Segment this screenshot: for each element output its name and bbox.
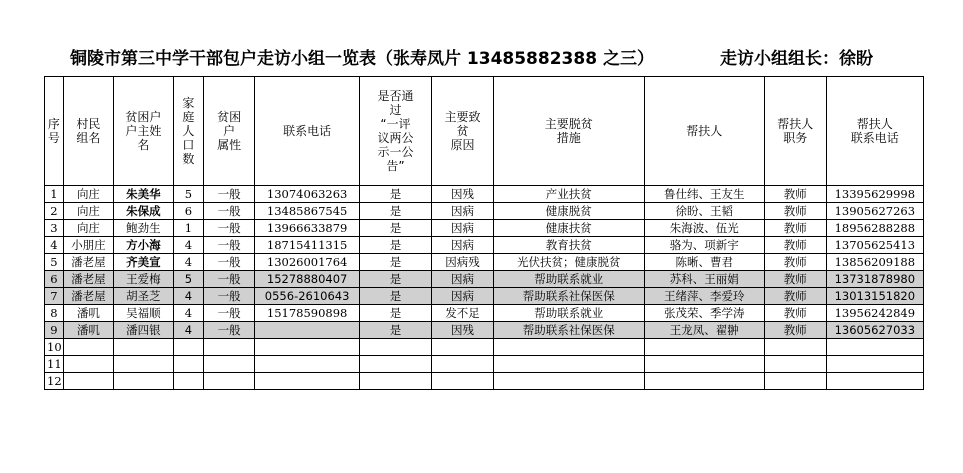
row-no-cell: 6 xyxy=(45,271,64,288)
poverty-type-cell xyxy=(204,339,255,356)
helper-phone-cell: 13395629998 xyxy=(826,186,923,203)
helpers-cell: 张茂荣、季学涛 xyxy=(644,305,764,322)
col-group-header: 村民 组名 xyxy=(63,77,113,186)
contact-phone-cell xyxy=(255,322,360,339)
poverty-measure-cell: 光伏扶贫；健康脱贫 xyxy=(493,254,644,271)
public-notice-cell: 是 xyxy=(359,322,431,339)
table-row xyxy=(45,356,924,373)
helper-phone-cell: 13705625413 xyxy=(826,237,923,254)
public-notice-cell: 是 xyxy=(359,254,431,271)
row-no-cell: 4 xyxy=(45,237,64,254)
poverty-measure-cell xyxy=(493,356,644,373)
helpers-cell: 陈晰、曹君 xyxy=(644,254,764,271)
household-head-cell: 朱美华 xyxy=(114,186,174,203)
poverty-cause-cell xyxy=(432,356,494,373)
poverty-type-cell: 一般 xyxy=(204,203,255,220)
helper-phone-cell: 13956242849 xyxy=(826,305,923,322)
helper-role-cell: 教师 xyxy=(764,288,826,305)
col-phone-header: 联系电话 xyxy=(255,77,360,186)
row-no-cell: 8 xyxy=(45,305,64,322)
household-head-cell: 潘四银 xyxy=(114,322,174,339)
col-no-header: 序 号 xyxy=(45,77,64,186)
poverty-cause-cell: 因病 xyxy=(432,237,494,254)
helpers-cell xyxy=(644,339,764,356)
helpers-cell xyxy=(644,373,764,390)
village-group-cell: 潘老屋 xyxy=(63,288,113,305)
village-group-cell: 潘叽 xyxy=(63,322,113,339)
public-notice-cell: 是 xyxy=(359,288,431,305)
helpers-cell xyxy=(644,356,764,373)
table-row xyxy=(45,254,924,271)
public-notice-cell xyxy=(359,373,431,390)
poverty-type-cell: 一般 xyxy=(204,322,255,339)
poverty-type-cell: 一般 xyxy=(204,254,255,271)
contact-phone-cell: 13485867545 xyxy=(255,203,360,220)
table-row xyxy=(45,339,924,356)
village-group-cell: 潘叽 xyxy=(63,305,113,322)
household-head-cell: 鲍劲生 xyxy=(114,220,174,237)
helper-phone-cell xyxy=(826,339,923,356)
family-size-cell: 1 xyxy=(173,220,203,237)
helper-role-cell: 教师 xyxy=(764,237,826,254)
poverty-cause-cell: 因病 xyxy=(432,203,494,220)
family-size-cell: 4 xyxy=(173,237,203,254)
col-family-size-header: 家 庭 人 口 数 xyxy=(173,77,203,186)
village-group-cell: 向庄 xyxy=(63,220,113,237)
table-row xyxy=(45,373,924,390)
helpers-cell: 王绪萍、李爱玲 xyxy=(644,288,764,305)
public-notice-cell: 是 xyxy=(359,203,431,220)
poverty-measure-cell xyxy=(493,373,644,390)
poverty-cause-cell: 因病 xyxy=(432,271,494,288)
contact-phone-cell: 0556-2610643 xyxy=(255,288,360,305)
poverty-type-cell: 一般 xyxy=(204,305,255,322)
title-row xyxy=(70,44,950,70)
helper-phone-cell: 13605627033 xyxy=(826,322,923,339)
household-head-cell: 吴福顺 xyxy=(114,305,174,322)
poverty-measure-cell: 产业扶贫 xyxy=(493,186,644,203)
table-row xyxy=(45,237,924,254)
table-body xyxy=(45,186,924,390)
helpers-cell: 朱海波、伍光 xyxy=(644,220,764,237)
family-size-cell xyxy=(173,339,203,356)
household-head-cell: 朱保成 xyxy=(114,203,174,220)
public-notice-cell: 是 xyxy=(359,271,431,288)
poverty-type-cell: 一般 xyxy=(204,220,255,237)
poverty-measure-cell: 健康脱贫 xyxy=(493,203,644,220)
poverty-measure-cell: 帮助联系社保医保 xyxy=(493,288,644,305)
poverty-type-cell: 一般 xyxy=(204,271,255,288)
col-public-notice-header: 是否通 过 “一评 议两公 示一公 告” xyxy=(359,77,431,186)
poverty-cause-cell: 因残 xyxy=(432,186,494,203)
col-poverty-type-header: 贫困 户 属性 xyxy=(204,77,255,186)
helper-phone-cell xyxy=(826,373,923,390)
visit-group-table xyxy=(44,76,924,390)
family-size-cell: 4 xyxy=(173,288,203,305)
table-row xyxy=(45,203,924,220)
poverty-cause-cell: 发不足 xyxy=(432,305,494,322)
helper-phone-cell: 13013151820 xyxy=(826,288,923,305)
household-head-cell: 胡圣芝 xyxy=(114,288,174,305)
poverty-type-cell xyxy=(204,373,255,390)
contact-phone-cell xyxy=(255,373,360,390)
page-title: 铜陵市第三中学干部包户走访小组一览表（张寿凤片 13485882388 之三） xyxy=(70,49,654,69)
poverty-measure-cell: 帮助联系社保医保 xyxy=(493,322,644,339)
family-size-cell: 5 xyxy=(173,271,203,288)
village-group-cell xyxy=(63,356,113,373)
helper-phone-cell: 18956288288 xyxy=(826,220,923,237)
table-row xyxy=(45,305,924,322)
poverty-measure-cell: 健康扶贫 xyxy=(493,220,644,237)
public-notice-cell: 是 xyxy=(359,237,431,254)
village-group-cell: 潘老屋 xyxy=(63,254,113,271)
helper-role-cell: 教师 xyxy=(764,186,826,203)
contact-phone-cell xyxy=(255,339,360,356)
row-no-cell: 1 xyxy=(45,186,64,203)
col-poverty-cause-header: 主要致 贫 原因 xyxy=(432,77,494,186)
village-group-cell xyxy=(63,373,113,390)
poverty-cause-cell: 因病 xyxy=(432,288,494,305)
row-no-cell: 2 xyxy=(45,203,64,220)
helpers-cell: 徐盼、王韬 xyxy=(644,203,764,220)
village-group-cell: 向庄 xyxy=(63,203,113,220)
public-notice-cell xyxy=(359,356,431,373)
helper-phone-cell: 13856209188 xyxy=(826,254,923,271)
public-notice-cell: 是 xyxy=(359,305,431,322)
poverty-cause-cell xyxy=(432,373,494,390)
poverty-measure-cell: 帮助联系就业 xyxy=(493,305,644,322)
poverty-type-cell: 一般 xyxy=(204,237,255,254)
family-size-cell xyxy=(173,356,203,373)
household-head-cell: 齐美宣 xyxy=(114,254,174,271)
family-size-cell: 4 xyxy=(173,322,203,339)
contact-phone-cell: 18715411315 xyxy=(255,237,360,254)
table-row xyxy=(45,271,924,288)
header-row xyxy=(45,77,924,186)
poverty-type-cell: 一般 xyxy=(204,186,255,203)
contact-phone-cell: 13966633879 xyxy=(255,220,360,237)
helper-role-cell xyxy=(764,356,826,373)
poverty-measure-cell xyxy=(493,339,644,356)
village-group-cell: 向庄 xyxy=(63,186,113,203)
row-no-cell: 7 xyxy=(45,288,64,305)
group-leader-label: 走访小组组长：徐盼 xyxy=(720,49,873,69)
helper-role-cell xyxy=(764,373,826,390)
helpers-cell: 鲁仕纬、王友生 xyxy=(644,186,764,203)
village-group-cell: 小朋庄 xyxy=(63,237,113,254)
col-measure-header: 主要脱贫 措施 xyxy=(493,77,644,186)
table-row xyxy=(45,220,924,237)
family-size-cell: 4 xyxy=(173,254,203,271)
poverty-type-cell: 一般 xyxy=(204,288,255,305)
helper-role-cell: 教师 xyxy=(764,254,826,271)
public-notice-cell: 是 xyxy=(359,220,431,237)
poverty-measure-cell: 教育扶贫 xyxy=(493,237,644,254)
row-no-cell: 3 xyxy=(45,220,64,237)
row-no-cell: 5 xyxy=(45,254,64,271)
col-household-head-header: 贫困户 户主姓 名 xyxy=(114,77,174,186)
row-no-cell: 12 xyxy=(45,373,64,390)
poverty-cause-cell: 因病 xyxy=(432,220,494,237)
helper-role-cell: 教师 xyxy=(764,220,826,237)
helpers-cell: 王龙凤、翟翀 xyxy=(644,322,764,339)
row-no-cell: 10 xyxy=(45,339,64,356)
helper-role-cell: 教师 xyxy=(764,305,826,322)
helper-phone-cell: 13905627263 xyxy=(826,203,923,220)
public-notice-cell: 是 xyxy=(359,186,431,203)
family-size-cell xyxy=(173,373,203,390)
household-head-cell xyxy=(114,373,174,390)
table-row xyxy=(45,186,924,203)
helpers-cell: 骆为、项新宇 xyxy=(644,237,764,254)
helper-phone-cell xyxy=(826,356,923,373)
household-head-cell: 王爱梅 xyxy=(114,271,174,288)
helper-role-cell: 教师 xyxy=(764,203,826,220)
contact-phone-cell: 13074063263 xyxy=(255,186,360,203)
village-group-cell xyxy=(63,339,113,356)
helper-role-cell: 教师 xyxy=(764,271,826,288)
col-helpers-header: 帮扶人 xyxy=(644,77,764,186)
household-head-cell xyxy=(114,356,174,373)
helper-role-cell xyxy=(764,339,826,356)
family-size-cell: 6 xyxy=(173,203,203,220)
public-notice-cell xyxy=(359,339,431,356)
household-head-cell xyxy=(114,339,174,356)
family-size-cell: 5 xyxy=(173,186,203,203)
poverty-cause-cell xyxy=(432,339,494,356)
row-no-cell: 11 xyxy=(45,356,64,373)
table-row xyxy=(45,288,924,305)
contact-phone-cell: 15278880407 xyxy=(255,271,360,288)
table-row xyxy=(45,322,924,339)
poverty-type-cell xyxy=(204,356,255,373)
village-group-cell: 潘老屋 xyxy=(63,271,113,288)
col-helper-role-header: 帮扶人 职务 xyxy=(764,77,826,186)
poverty-measure-cell: 帮助联系就业 xyxy=(493,271,644,288)
household-head-cell: 方小海 xyxy=(114,237,174,254)
contact-phone-cell xyxy=(255,356,360,373)
contact-phone-cell: 15178590898 xyxy=(255,305,360,322)
row-no-cell: 9 xyxy=(45,322,64,339)
poverty-cause-cell: 因残 xyxy=(432,322,494,339)
family-size-cell: 4 xyxy=(173,305,203,322)
helper-phone-cell: 13731878980 xyxy=(826,271,923,288)
contact-phone-cell: 13026001764 xyxy=(255,254,360,271)
helper-role-cell: 教师 xyxy=(764,322,826,339)
poverty-cause-cell: 因病残 xyxy=(432,254,494,271)
helpers-cell: 苏科、王丽娟 xyxy=(644,271,764,288)
col-helper-phone-header: 帮扶人 联系电话 xyxy=(826,77,923,186)
